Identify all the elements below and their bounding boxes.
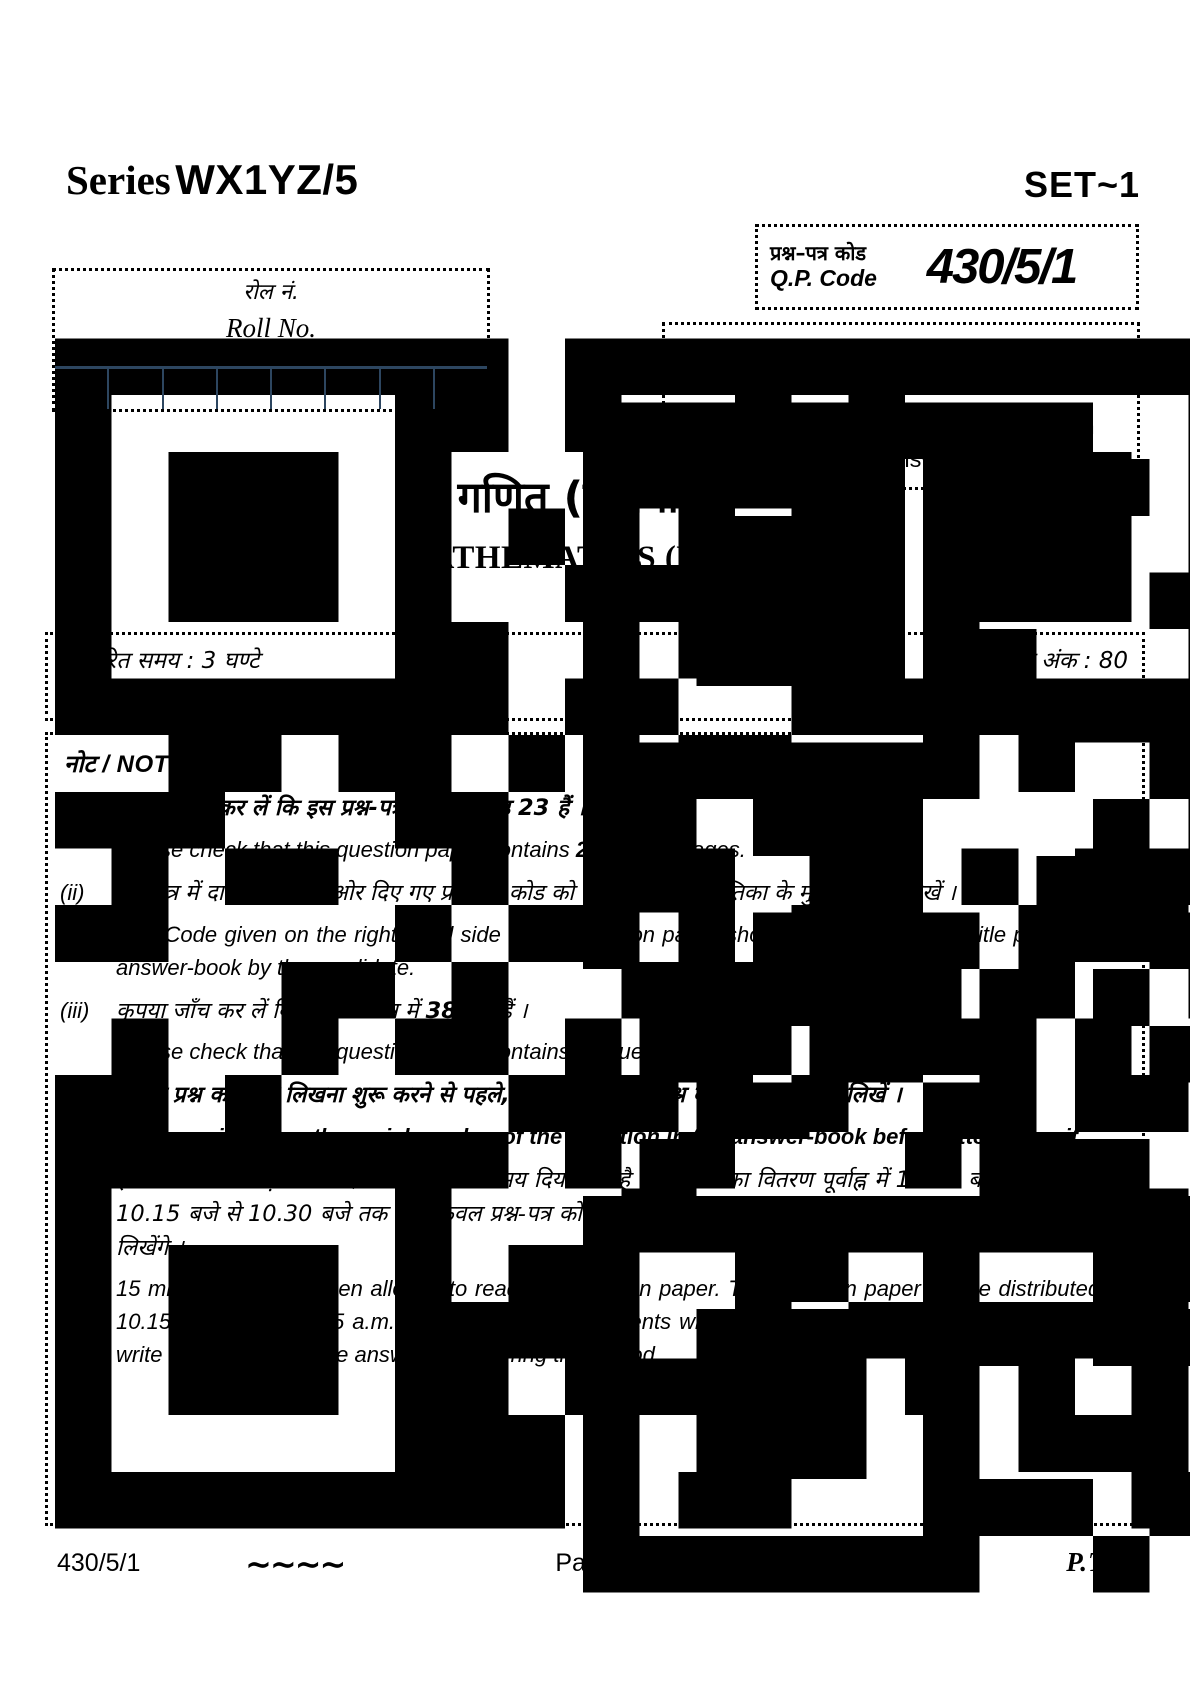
footer-page-number: Page 1 (555, 1549, 635, 1577)
note-item-hindi: इस प्रश्न-पत्र को पढ़ने के लिए 15 मिनट का समय दिया गया है । प्रश्न-पत्र का वितरण पूर्वाह्न में 10.15 बजे किया जाएगा । 10.15 बजे से 10.30 बजे तक छात्र केवल प्रश्न-पत्र को पढ़ेंगे और इस अवधि के दौरान वे उत्तर-पुस्तिका पर कोई उत्तर नहीं लिखेंगे । (116, 1167, 1126, 1261)
set-label: SET~1 (1023, 164, 1140, 205)
footer-paper-code: 430/5/1 (57, 1549, 141, 1577)
qp-code-value: 430/5/1 (926, 240, 1077, 294)
note-item-1 (60, 792, 1126, 866)
roll-label-hindi: रोल नं. (243, 280, 299, 305)
series-value: WX1YZ/5 (175, 156, 359, 203)
candidates-note-english: Candidates must write the Q.P. Code on the title page of the answer-book. (677, 412, 1095, 472)
footer-pto: P.T.O. (1066, 1547, 1139, 1577)
roll-cell (55, 369, 109, 409)
note-item-2 (60, 877, 1126, 984)
qp-code-labels (770, 241, 877, 293)
roll-cell (164, 369, 218, 409)
note-item-english: Please check that this question paper contains 38 questions. (116, 1039, 707, 1065)
note-box (45, 732, 1145, 1526)
note-item-number: (i) (60, 795, 80, 820)
paper-title-english: MATHEMATICS (BASIC) (398, 540, 792, 576)
note-item-hindi: कृपया जाँच कर लें कि इस प्रश्न-पत्र में मुद्रित पृष्ठ 23 हैं । (116, 795, 586, 821)
roll-cell (109, 369, 163, 409)
roll-cell (435, 369, 487, 409)
candidates-note-hindi: परीक्षार्थी प्रश्न-पत्र कोड को उत्तर-पुस्तिका के मुख-पृष्ठ पर अवश्य लिखें । (677, 339, 1125, 398)
note-item-english: Q.P. Code given on the right hand side of the question paper should be written on the title page of the answer-book by the candidate. (116, 921, 1126, 980)
note-heading-english: / NOTE : (102, 751, 201, 778)
roll-cell (326, 369, 380, 409)
footer-squiggle: ∼∼∼∼ (245, 1545, 345, 1583)
roll-label-english: Roll No. (225, 313, 316, 343)
note-item-number: (iii) (60, 997, 90, 1023)
note-item-number: (ii) (60, 879, 85, 905)
note-item-hindi: कृपया प्रश्न का उत्तर लिखना शुरू करने से पहले, उत्तर-पुस्तिका में प्रश्न का क्रमांक अवश्य लिखें । (116, 1082, 902, 1109)
max-marks-hindi: अधिकतम अंक : 80 (951, 648, 1128, 674)
note-item-number: (iv) (60, 1082, 91, 1108)
series-heading (66, 156, 358, 204)
roll-cell (218, 369, 272, 409)
star-separator: * (589, 588, 601, 619)
qp-code-label-english: Q.P. Code (770, 265, 877, 292)
note-item-3 (60, 995, 1126, 1069)
note-item-5 (60, 1164, 1126, 1371)
time-allowed-hindi: निर्धारित समय : 3 घण्टे (62, 648, 260, 674)
note-item-hindi: प्रश्न-पत्र में दाहिने हाथ की ओर दिए गए प्रश्न-पत्र कोड को परीक्षार्थी उत्तर-पुस्तिका के मुख-पृष्ठ पर लिखें । (116, 879, 956, 906)
paper-title-hindi: गणित (बुनियादी) (457, 473, 733, 523)
note-item-4 (60, 1079, 1126, 1153)
roll-number-grid (55, 366, 487, 409)
time-marks-box (45, 632, 1145, 721)
series-label: Series (66, 157, 171, 203)
max-marks-english: Maximum Marks : 80 (894, 677, 1128, 707)
note-item-english: 15 minute time has been allotted to read this question paper. The question paper will be distributed at 10.15 a.m. From 10.15 a.m. to 10.30 a.m., the students will read the question paper only and will not write any answer on the answer-book during this period. (116, 1276, 1126, 1368)
qp-code-box (755, 224, 1139, 310)
note-item-english: Please check that this question paper contains 23 printed pages. (116, 836, 746, 862)
qp-code-label-hindi: प्रश्न–पत्र कोड (770, 241, 867, 266)
note-item-hindi: कृपया जाँच कर लें कि इस प्रश्न-पत्र में 38 प्रश्न हैं । (116, 997, 528, 1024)
time-allowed-english: Time allowed : 3 hours (62, 677, 312, 707)
note-item-english: Please write down the serial number of the question in the answer-book before attempting it. (116, 1124, 1085, 1149)
note-heading-hindi: नोट (64, 750, 96, 778)
page-footer (45, 1545, 1145, 1589)
note-item-number: (v) (60, 1167, 86, 1192)
roll-cell (381, 369, 435, 409)
roll-cell (272, 369, 326, 409)
roll-number-box (52, 268, 490, 412)
note-heading (64, 747, 1126, 780)
